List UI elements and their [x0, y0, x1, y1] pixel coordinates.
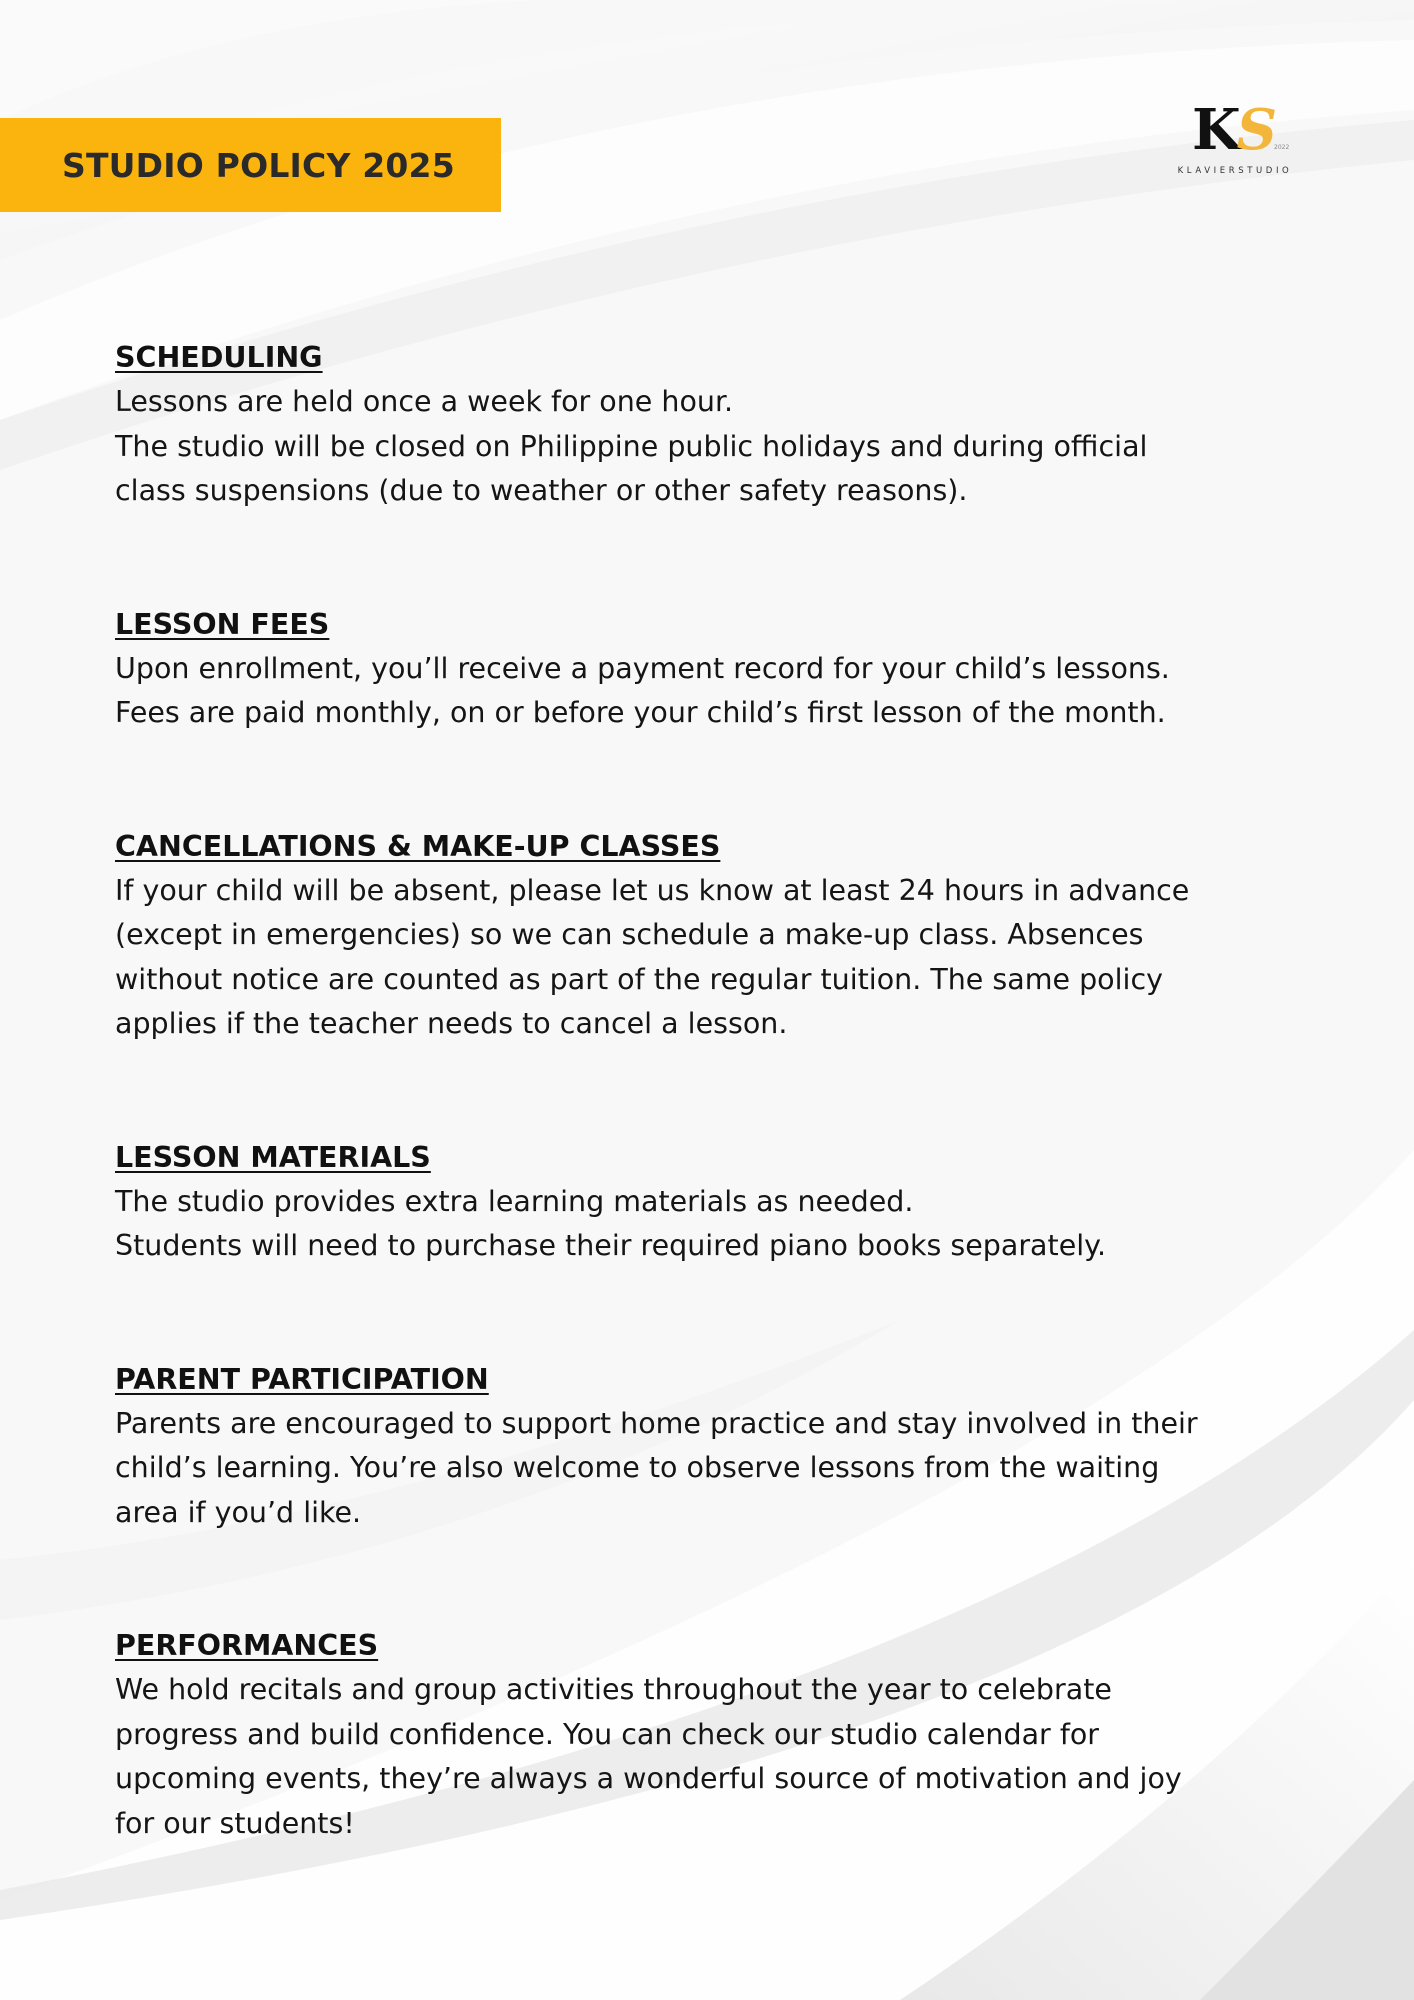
section-parent-participation: [115, 1358, 1305, 1536]
section-heading: LESSON FEES: [115, 607, 330, 641]
section-heading: PARENT PARTICIPATION: [115, 1362, 489, 1396]
section-line: child’s learning. You’re also welcome to observe lessons from the waiting: [115, 1451, 1160, 1484]
section-lesson-materials: [115, 1136, 1305, 1269]
logo-wordmark: KLAVIERSTUDIO: [1177, 166, 1293, 176]
section-line: The studio will be closed on Philippine public holidays and during official: [115, 429, 1148, 463]
section-line: applies if the teacher needs to cancel a lesson.: [115, 1007, 788, 1040]
section-line: without notice are counted as part of the regular tuition. The same policy: [115, 962, 1163, 996]
logo-letter-s: S: [1236, 97, 1278, 163]
logo-letter-k: K: [1192, 97, 1241, 163]
section-heading: SCHEDULING: [115, 341, 323, 374]
title-banner: [0, 118, 501, 212]
page-title: STUDIO POLICY 2025: [62, 145, 455, 185]
section-line: for our students!: [115, 1806, 355, 1840]
section-line: We hold recitals and group activities throughout the year to celebrate: [115, 1673, 1112, 1706]
section-line: Students will need to purchase their required piano books separately.: [115, 1229, 1107, 1262]
section-line: area if you’d like.: [115, 1495, 362, 1529]
section-line: class suspensions (due to weather or other safety reasons).: [115, 474, 968, 507]
section-line: The studio provides extra learning materials as needed.: [115, 1184, 914, 1218]
section-line: Upon enrollment, you’ll receive a payment record for your child’s lessons.: [115, 651, 1170, 685]
logo-monogram: [1192, 97, 1278, 163]
logo-year: 2022: [1274, 144, 1290, 151]
section-line: Lessons are held once a week for one hour.: [115, 385, 734, 418]
section-scheduling: [115, 336, 1305, 514]
section-line: If your child will be absent, please let us know at least 24 hours in advance: [115, 873, 1190, 907]
section-line: progress and build confidence. You can check our studio calendar for: [115, 1717, 1100, 1751]
section-heading: PERFORMANCES: [115, 1629, 379, 1662]
section-line: upcoming events, they’re always a wonderful source of motivation and joy: [115, 1762, 1182, 1795]
section-line: Parents are encouraged to support home practice and stay involved in their: [115, 1406, 1198, 1440]
section-heading: LESSON MATERIALS: [115, 1140, 431, 1174]
section-line: Fees are paid monthly, on or before your child’s first lesson of the month.: [115, 696, 1166, 729]
section-cancellations: [115, 825, 1305, 1047]
policy-content: [115, 336, 1305, 1935]
section-performances: [115, 1624, 1305, 1846]
section-line: (except in emergencies) so we can schedule a make-up class. Absences: [115, 918, 1144, 951]
section-lesson-fees: [115, 603, 1305, 736]
section-heading: CANCELLATIONS & MAKE-UP CLASSES: [115, 829, 721, 863]
studio-logo: [1168, 97, 1302, 180]
